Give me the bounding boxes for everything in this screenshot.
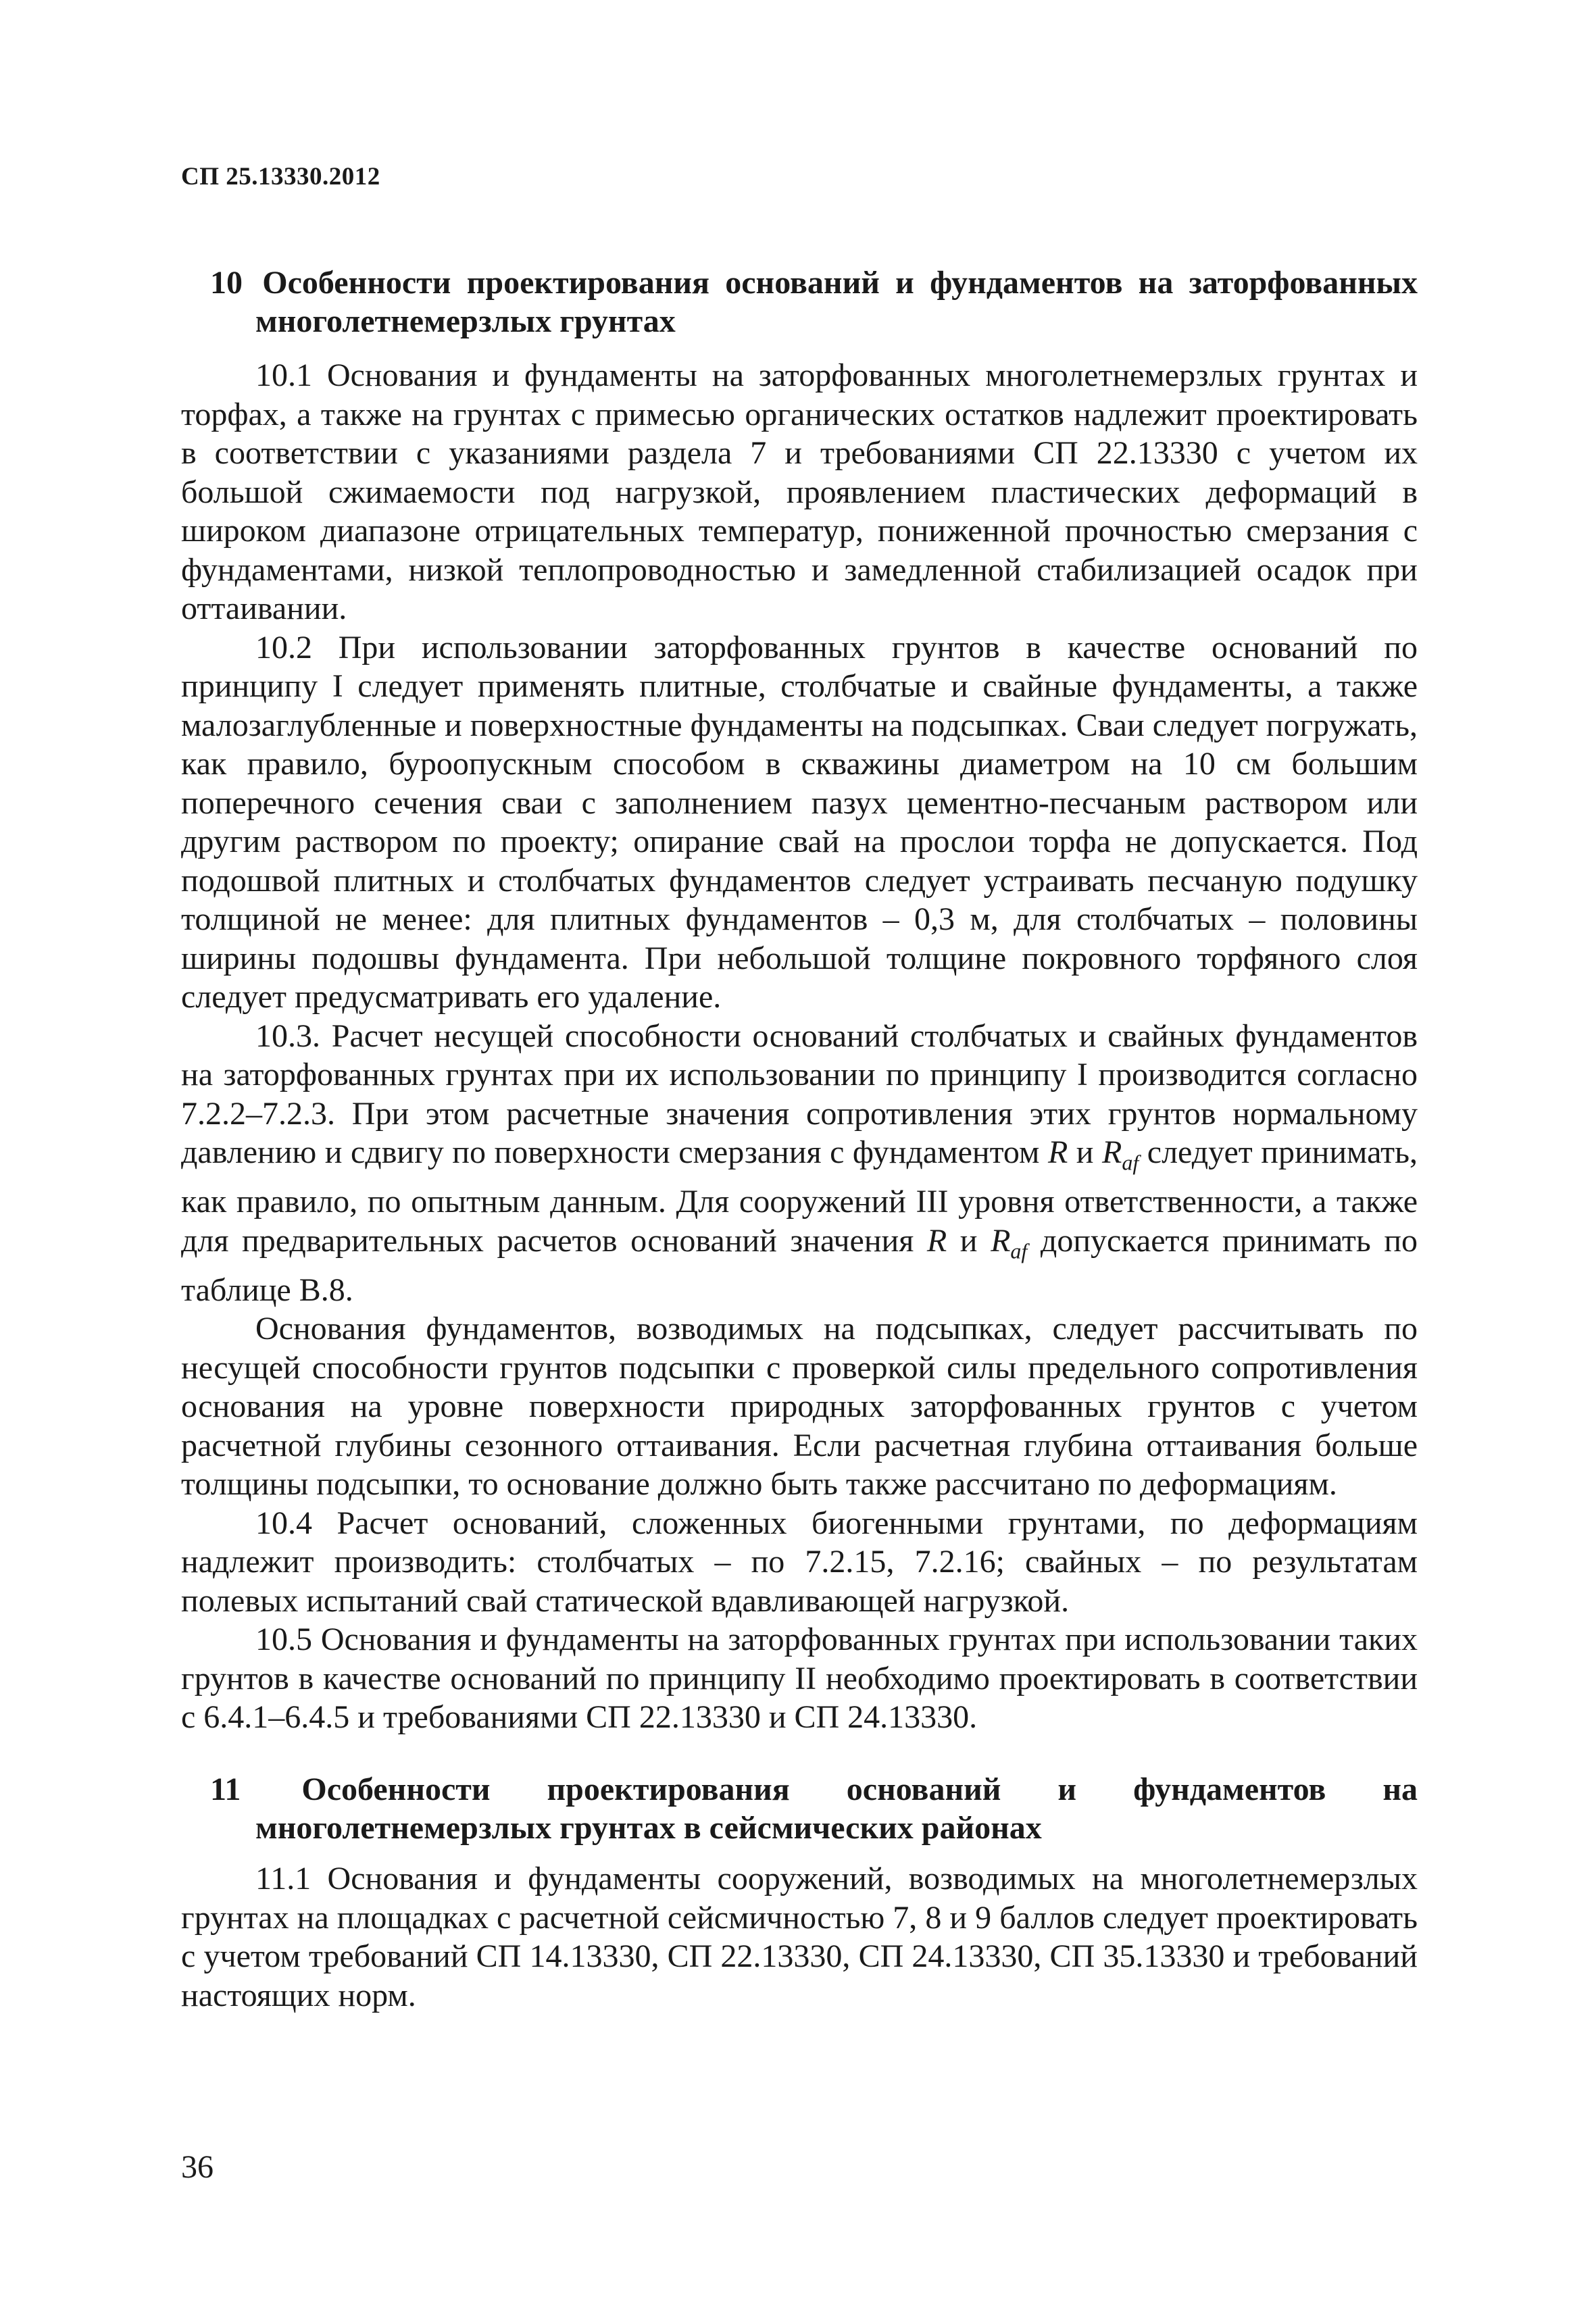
paragraph-10-3-continued: Основания фундаментов, возводимых на подсыпках, следует рассчитывать по несущей способности грунтов подсыпки с проверкой силы предельного сопротивления основания на уровне поверхности природных заторфованных грунтов с учетом расчетной глубины сезонного оттаивания. Если расчетная глубина оттаивания больше толщины подсыпки, то основание должно быть также рассчитано по деформациям. [181, 1311, 1418, 1503]
variable-r: R [1047, 1134, 1068, 1170]
section-10 [181, 263, 1418, 1737]
section-10-heading [181, 263, 1418, 341]
document-code: СП 25.13330.2012 [181, 163, 380, 191]
conjunction-and-2: и [959, 1222, 978, 1259]
paragraph-10-3 [181, 1017, 1418, 1310]
section-11 [181, 1770, 1418, 2015]
section-11-number: 11 [210, 1771, 241, 1807]
variable-r-2: R [926, 1222, 947, 1259]
paragraph-10-3-part-b: следует принимать, как правило, по опытным данным. Для сооружений III уровня ответственности, а также для предварительных расчетов оснований значения [181, 1134, 1418, 1259]
paragraph-10-2: 10.2 При использовании заторфованных грунтов в качестве оснований по принципу I следует применять плитные, столбчатые и свайные фундаменты, а также малозаглубленные и поверхностные фундаменты на подсыпках. Сваи следует погружать, как правило, буроопускным способом в скважины диаметром на 10 см большим поперечного сечения сваи с заполнением пазух цементно-песчаным раствором или другим раствором по проекту; опирание свай на прослои торфа не допускается. Под подошвой плитных и столбчатых фундаментов следует устраивать песчаную подушку толщиной не менее: для плитных фундаментов – 0,3 м, для столбчатых – половины ширины подошвы фундамента. При небольшой толщине покровного торфяного слоя следует предусматривать его удаление. [181, 629, 1418, 1015]
variable-raf: $R_{af}$ [1102, 1134, 1139, 1175]
section-10-title: Особенности проектирования оснований и фундаментов на заторфованных многолетнемерзлых грунтах [255, 265, 1418, 339]
section-11-body [181, 1859, 1418, 2015]
paragraph-10-5: 10.5 Основания и фундаменты на заторфованных грунтах при использовании таких грунтов в качестве оснований по принципу II необходимо проектировать в соответствии с 6.4.1–6.4.5 и требованиями СП 22.13330 и СП 24.13330. [181, 1621, 1418, 1736]
variable-raf-2: $R_{af}$ [991, 1222, 1028, 1263]
section-11-title: Особенности проектирования оснований и фундаментов на многолетнемерзлых грунтах в сейсмических районах [255, 1771, 1418, 1846]
paragraph-10-3-part-c: допускается принимать по таблице В.8. [181, 1222, 1418, 1308]
section-11-heading [181, 1770, 1418, 1847]
section-10-body [181, 356, 1418, 1737]
section-10-number: 10 [210, 265, 243, 301]
conjunction-and: и [1076, 1134, 1094, 1170]
paragraph-11-1: 11.1 Основания и фундаменты сооружений, возводимых на многолетнемерзлых грунтах на площадках с расчетной сейсмичностью 7, 8 и 9 баллов следует проектировать с учетом требований СП 14.13330, СП 22.13330, СП 24.13330, СП 35.13330 и требований настоящих норм. [181, 1861, 1418, 2013]
paragraph-10-1: 10.1 Основания и фундаменты на заторфованных многолетнемерзлых грунтах и торфах, а также на грунтах с примесью органических остатков надлежит проектировать в соответствии с указаниями раздела 7 и требованиями СП 22.13330 с учетом их большой сжимаемости под нагрузкой, проявлением пластических деформаций в широком диапазоне отрицательных температур, пониженной прочностью смерзания с фундаментами, низкой теплопроводностью и замедленной стабилизацией осадок при оттаивании. [181, 357, 1418, 626]
paragraph-10-4: 10.4 Расчет оснований, сложенных биогенными грунтами, по деформациям надлежит производить: столбчатых – по 7.2.15, 7.2.16; свайных – по результатам полевых испытаний свай статической вдавливающей нагрузкой. [181, 1505, 1418, 1619]
paragraph-10-3-part-a: 10.3. Расчет несущей способности оснований столбчатых и свайных фундаментов на заторфованных грунтах при их использовании по принципу I производится согласно 7.2.2–7.2.3. При этом расчетные значения сопротивления этих грунтов нормальному давлению и сдвигу по поверхности смерзания с фундаментом [181, 1017, 1418, 1170]
page-number: 36 [181, 2149, 214, 2185]
